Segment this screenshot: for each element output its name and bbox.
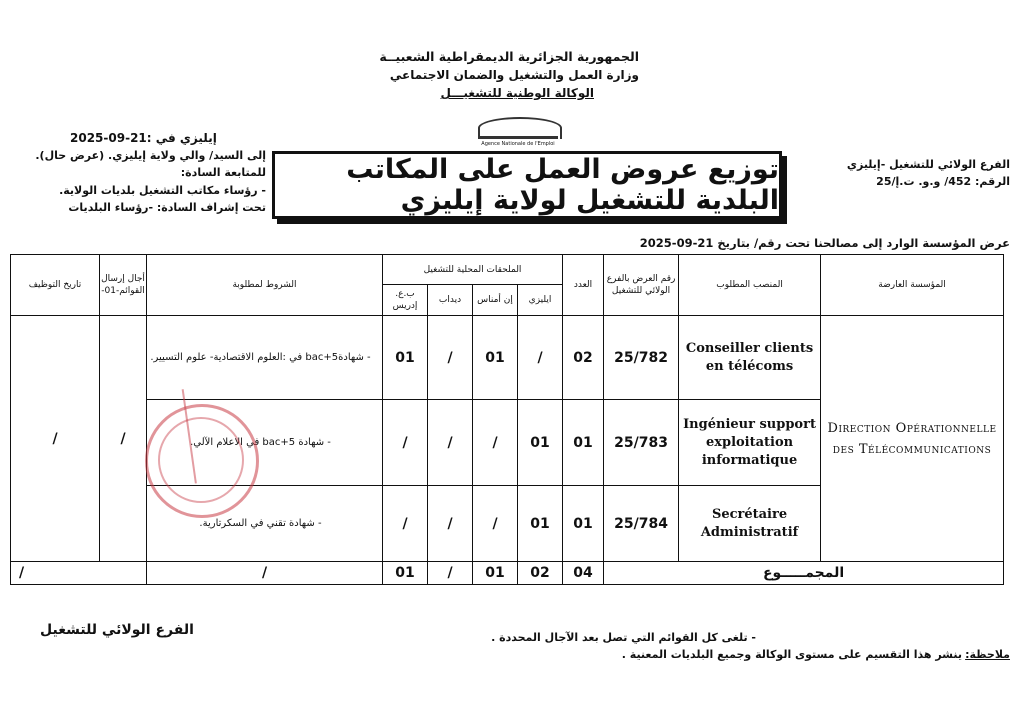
follow-item-2: تحت إشراف السادة: -رؤساء البلديات [68,201,266,214]
logo-bar [478,136,558,139]
total-extra: / [11,562,147,585]
hire-date-value: / [11,316,100,562]
total-annex-bordj: 01 [383,562,428,585]
offer-count: 02 [563,316,604,400]
annex-illizi-value: 01 [518,400,563,486]
header-annex-djanet: ديداب [428,285,473,316]
total-count: 04 [563,562,604,585]
follow-line: للمتابعة السادة: [180,166,266,179]
job-conditions: - شهادة 5+bac في الاعلام الآلي. [147,400,383,486]
header-annexes: الملحقات المحلية للتشغيل [383,255,563,285]
job-title: Ingénieur support exploitation informatique [679,400,821,486]
annex-bordj-value: 01 [383,316,428,400]
job-title: Conseiller clients en télécoms [679,316,821,400]
header-conditions: الشروط لمطلوبة [147,255,383,316]
footer-signature: الفرع الولائي للتشغيل [40,622,194,638]
offer-number: 25/784 [604,486,679,562]
table-row [11,316,1004,400]
job-conditions: - شهادة5+bac في :العلوم الاقتصادية- علوم التسيير. [147,316,383,400]
total-annex-djanet: / [428,562,473,585]
total-conditions: / [147,562,383,585]
annex-djanet-value: / [428,486,473,562]
total-row [11,562,1004,585]
header-agency: الوكالة الوطنية للتشغيـــل [440,86,594,100]
header-org: المؤسسة العارضة [821,255,1004,316]
annex-inamenas-value: / [473,400,518,486]
header-republic: الجمهورية الجزائرية الديمقراطية الشعبيــة [379,49,639,64]
header-ministry: وزارة العمل والتشغيل والضمان الاجتماعي [389,68,639,82]
annex-bordj-value: / [383,486,428,562]
offer-number: 25/782 [604,316,679,400]
total-annex-inamenas: 01 [473,562,518,585]
footer-note-2: ينشر هذا التقسيم على مستوى الوكالة وجميع البلديات المعنية . [621,648,962,661]
annex-inamenas-value: / [473,486,518,562]
branch-name: الفرع الولائي للتشغيل -إيليزي [846,158,1010,171]
deadline-value: / [100,316,147,562]
offers-table [10,254,1004,585]
org-name: Direction Opérationnelle des Télécommunications [821,316,1004,562]
footer-note-label: ملاحظة: [965,648,1010,661]
intro-line: عرض المؤسسة الوارد إلى مصالحنا تحت رقم/ بتاريخ 21-09-2025 [639,236,1010,250]
header-hire-date: تاريخ التوظيف [11,255,100,316]
header-annex-illizi: ايليزي [518,285,563,316]
offer-count: 01 [563,400,604,486]
logo-caption: Agence Nationale de l'Emploi [481,141,555,147]
reference-number: الرقم: 452/ و.و. ت.إ/25 [876,175,1010,188]
header-annex-inamenas: إن أمناس [473,285,518,316]
footer-note-1: - تلغى كل القوائم التي تصل بعد الآجال المحددة . [491,631,756,644]
annex-inamenas-value: 01 [473,316,518,400]
annex-illizi-value: / [518,316,563,400]
follow-item-1: - رؤساء مكاتب التشغيل بلديات الولاية. [59,184,266,197]
header-deadline: أجال إرسال القوائم-01- [100,255,147,316]
total-label: المجمـــــوع [604,562,1004,585]
job-conditions: - شهادة تقني في السكرتارية. [147,486,383,562]
date-line: إيليزي في :21-09-2025 [70,131,217,145]
total-annex-illizi: 02 [518,562,563,585]
header-job: المنصب المطلوب [679,255,821,316]
document-title: توزيع عروض العمل على المكاتب البلدية للتشغيل لولاية إيليزي [272,151,782,219]
addressee-line: إلى السيد/ والي ولاية إيليزي. (عرض حال). [35,149,266,162]
header-offer-no: رقم العرض بالفرع الولائي للتشغيل [604,255,679,316]
job-title: Secrétaire Administratif [679,486,821,562]
annex-illizi-value: 01 [518,486,563,562]
header-annex-bordj: ب.ع. إدريس [383,285,428,316]
offer-count: 01 [563,486,604,562]
annex-bordj-value: / [383,400,428,486]
annex-djanet-value: / [428,400,473,486]
offer-number: 25/783 [604,400,679,486]
annex-djanet-value: / [428,316,473,400]
header-count: العدد [563,255,604,316]
